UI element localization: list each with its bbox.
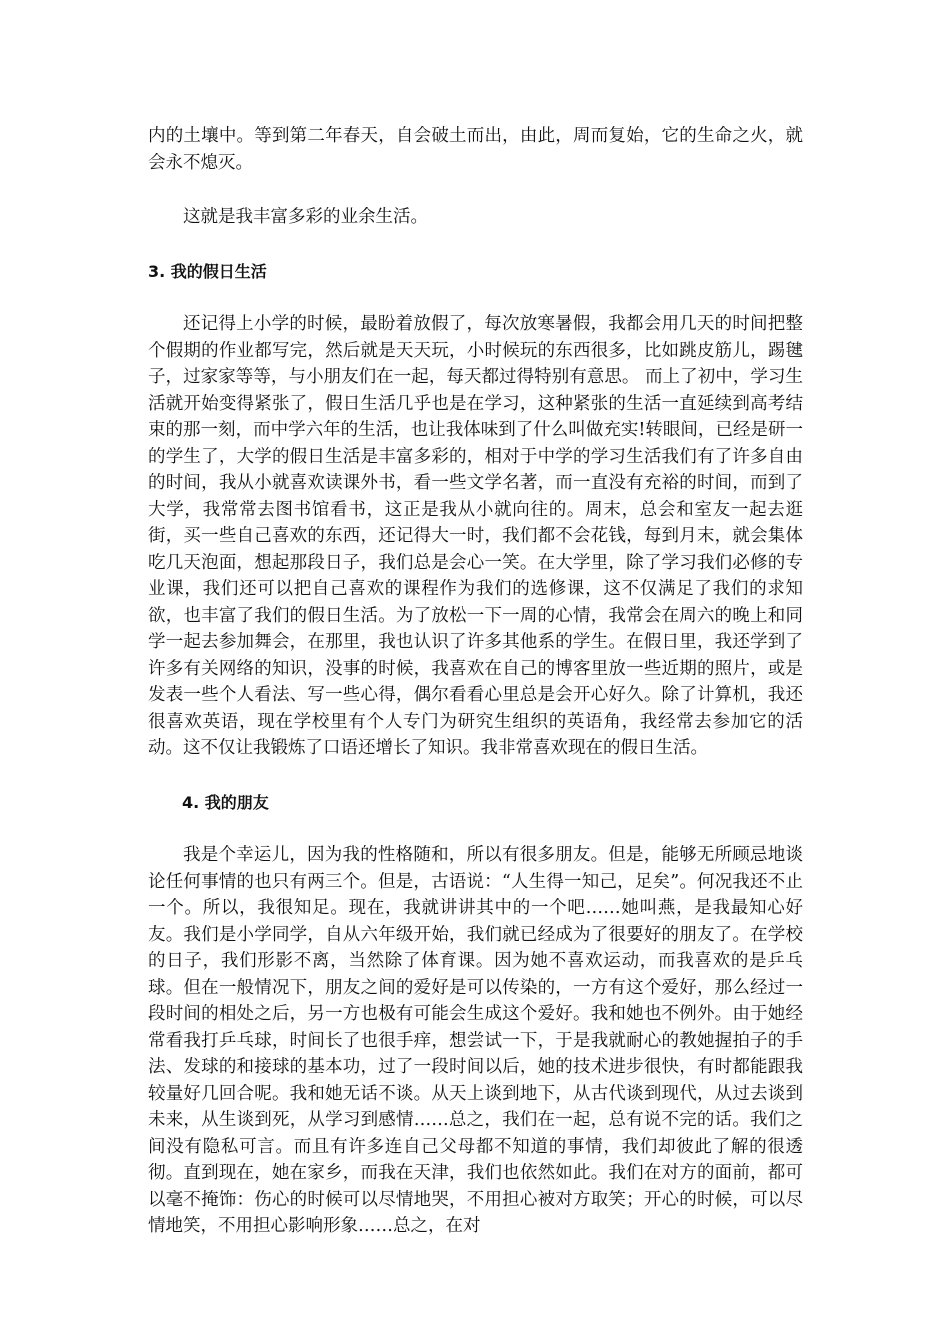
paragraph-summary: 这就是我丰富多彩的业余生活。 — [183, 207, 428, 227]
paragraph-continuation: 内的土壤中。等到第二年春天，自会破土而出，由此，周而复始，它的生命之火，就会永不熄灭。 — [148, 126, 803, 173]
section-4-body: 我是个幸运儿，因为我的性格随和，所以有很多朋友。但是，能够无所顾忌地谈论任何事情的也只有两三个。但是，古语说：“人生得一知己，足矣”。何况我还不止一个。所以，我很知足。现在，我就讲讲其中的一个吧……她叫燕，是我最知心好友。我们是小学同学，自从六年级开始，我们就已经成为了很要好的朋友了。在学校的日子，我们形影不离，当然除了体育课。因为她不喜欢运动，而我喜欢的是乒乓球。但在一般情况下，朋友之间的爱好是可以传染的，一方有这个爱好，那么经过一段时间的相处之后，另一方也极有可能会生成这个爱好。我和她也不例外。由于她经常看我打乒乓球，时间长了也很手痒，想尝试一下，于是我就耐心的教她握拍子的手法、发球的和接球的基本功，过了一段时间以后，她的技术进步很快，有时都能跟我较量好几回合呢。我和她无话不谈。从天上谈到地下，从古代谈到现代，从过去谈到未来，从生谈到死，从学习到感情……总之，我们在一起，总有说不完的话。我们之间没有隐私可言。而且有许多连自己父母都不知道的事情，我们却彼此了解的很透彻。直到现在，她在家乡，而我在天津，我们也依然如此。我们在对方的面前，都可以毫不掩饰：伤心的时候可以尽情地哭，不用担心被对方取笑；开心的时候，可以尽情地笑，不用担心影响形象……总之，在对 — [148, 845, 803, 1236]
document-page — [148, 123, 803, 1240]
section-3-body: 还记得上小学的时候，最盼着放假了，每次放寒暑假，我都会用几天的时间把整个假期的作业都写完，然后就是天天玩，小时候玩的东西很多，比如跳皮筋儿，踢毽子，过家家等等，与小朋友们在一起，每天都过得特别有意思。 而上了初中，学习生活就开始变得紧张了，假日生活几乎也是在学习，这种紧张的生活一直延续到高考结束的那一刻，而中学六年的生活，也让我体味到了什么叫做充实!转眼间，已经是研一的学生了，大学的假日生活是丰富多彩的，相对于中学的学习生活我们有了许多自由的时间，我从小就喜欢读课外书，看一些文学名著，而一直没有充裕的时间，而到了大学，我常常去图书馆看书，这正是我从小就向往的。周末，总会和室友一起去逛街，买一些自己喜欢的东西，还记得大一时，我们都不会花钱，每到月末，就会集体吃几天泡面，想起那段日子，我们总是会心一笑。在大学里，除了学习我们必修的专业课，我们还可以把自己喜欢的课程作为我们的选修课，这不仅满足了我们的求知欲，也丰富了我们的假日生活。为了放松一下一周的心情，我常会在周六的晚上和同学一起去参加舞会，在那里，我也认识了许多其他系的学生。在假日里，我还学到了许多有关网络的知识，没事的时候，我喜欢在自己的博客里放一些近期的照片，或是发表一些个人看法、写一些心得，偶尔看看心里总是会开心好久。除了计算机，我还很喜欢英语，现在学校里有个人专门为研究生组织的英语角，我经常去参加它的活动。这不仅让我锻炼了口语还增长了知识。我非常喜欢现在的假日生活。 — [148, 314, 803, 758]
section-3-heading: 3. 我的假日生活 — [148, 261, 267, 281]
section-4-heading: 4. 我的朋友 — [182, 792, 269, 812]
